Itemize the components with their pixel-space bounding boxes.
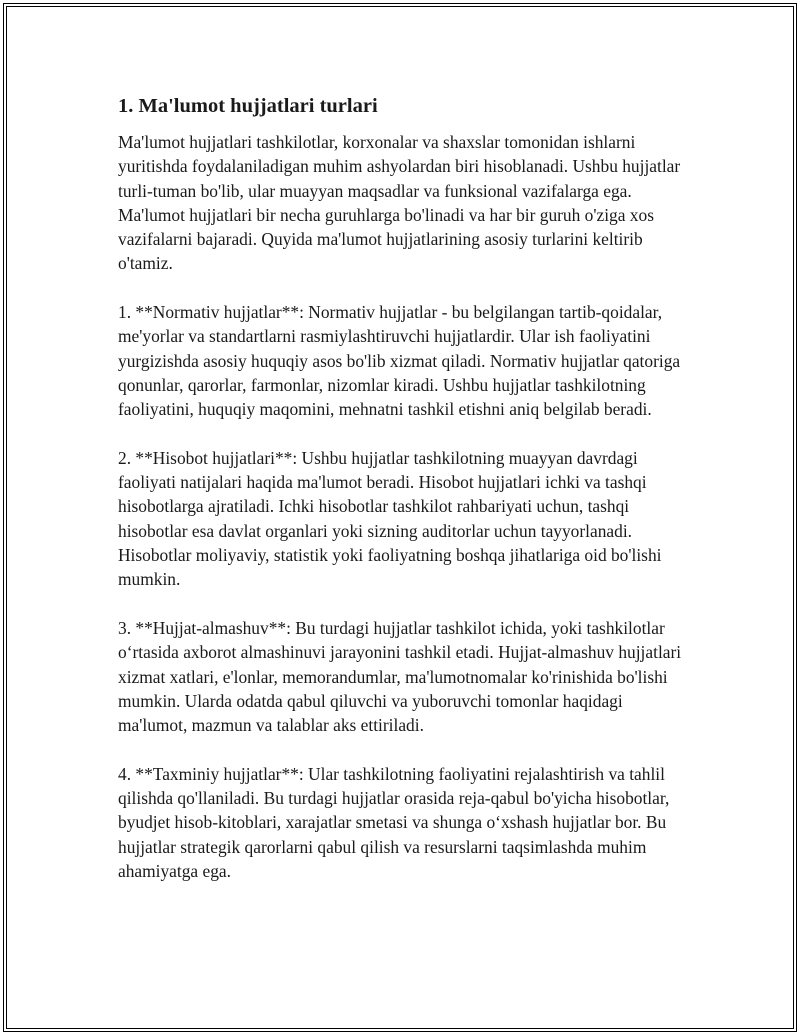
document-body [118,93,690,908]
paragraph-hujjat-almashuv: 3. **Hujjat-almashuv**: Bu turdagi hujjatlar tashkilot ichida, yoki tashkilotlar o‘rtasida axborot almashinuvi jarayonini tashkil etadi. Hujjat-almashuv hujjatlari xizmat xatlari, e'lonlar, memorandumlar, ma'lumotnomalar ko'rinishida bo'lishi mumkin. Ularda odatda qabul qiluvchi va yuboruvchi tomonlar haqidagi ma'lumot, mazmun va talablar aks ettiriladi. [118,617,682,736]
paragraph-hisobot: 2. **Hisobot hujjatlari**: Ushbu hujjatlar tashkilotning muayyan davrdagi faoliyati natijalari haqida ma'lumot beradi. Hisobot hujjatlari ichki va tashqi hisobotlarga ajratiladi. Ichki hisobotlar tashkilot rahbariyati uchun, tashqi hisobotlar esa davlat organlari yoki sizning auditorlar uchun tayyorlanadi. Hisobotlar moliyaviy, statistik yoki faoliyatning boshqa jihatlariga oid bo'lishi mumkin. [118,447,662,590]
intro-paragraph: Ma'lumot hujjatlari tashkilotlar, korxonalar va shaxslar tomonidan ishlarni yuritishda foydalaniladigan muhim ashyolardan biri hisoblanadi. Ushbu hujjatlar turli-tuman bo'lib, ular muayyan maqsadlar va funksional vazifalarga ega. Ma'lumot hujjatlari bir necha guruhlarga bo'linadi va har bir guruh o'ziga xos vazifalarni bajaradi. Quyida ma'lumot hujjatlarining asosiy turlarini keltirib o'tamiz. [118,132,681,274]
section-title: 1. Ma'lumot hujjatlari turlari [118,95,378,117]
paragraph-normativ: 1. **Normativ hujjatlar**: Normativ hujjatlar - bu belgilangan tartib-qoidalar, me'yorlar va standartlarni rasmiylashtiruvchi hujjatlardir. Ular ish faoliyatini yurgizishda asosiy huquqiy asos bo'lib xizmat qiladi. Normativ hujjatlar qatoriga qonunlar, qarorlar, farmonlar, nizomlar kiradi. Ushbu hujjatlar tashkilotning faoliyatini, huquqiy maqomini, mehnatni tashkil etishni aniq belgilab beradi. [118,302,681,420]
paragraph-taxminiy: 4. **Taxminiy hujjatlar**: Ular tashkilotning faoliyatini rejalashtirish va tahlil qilishda qo'llaniladi. Bu turdagi hujjatlar orasida reja-qabul bo'yicha hisobotlar, byudjet hisob-kitoblari, xarajatlar smetasi va shunga o‘xshash hujjatlar bor. Bu hujjatlar strategik qarorlarni qabul qilish va resurslarni taqsimlashda muhim ahamiyatga ega. [118,763,670,881]
